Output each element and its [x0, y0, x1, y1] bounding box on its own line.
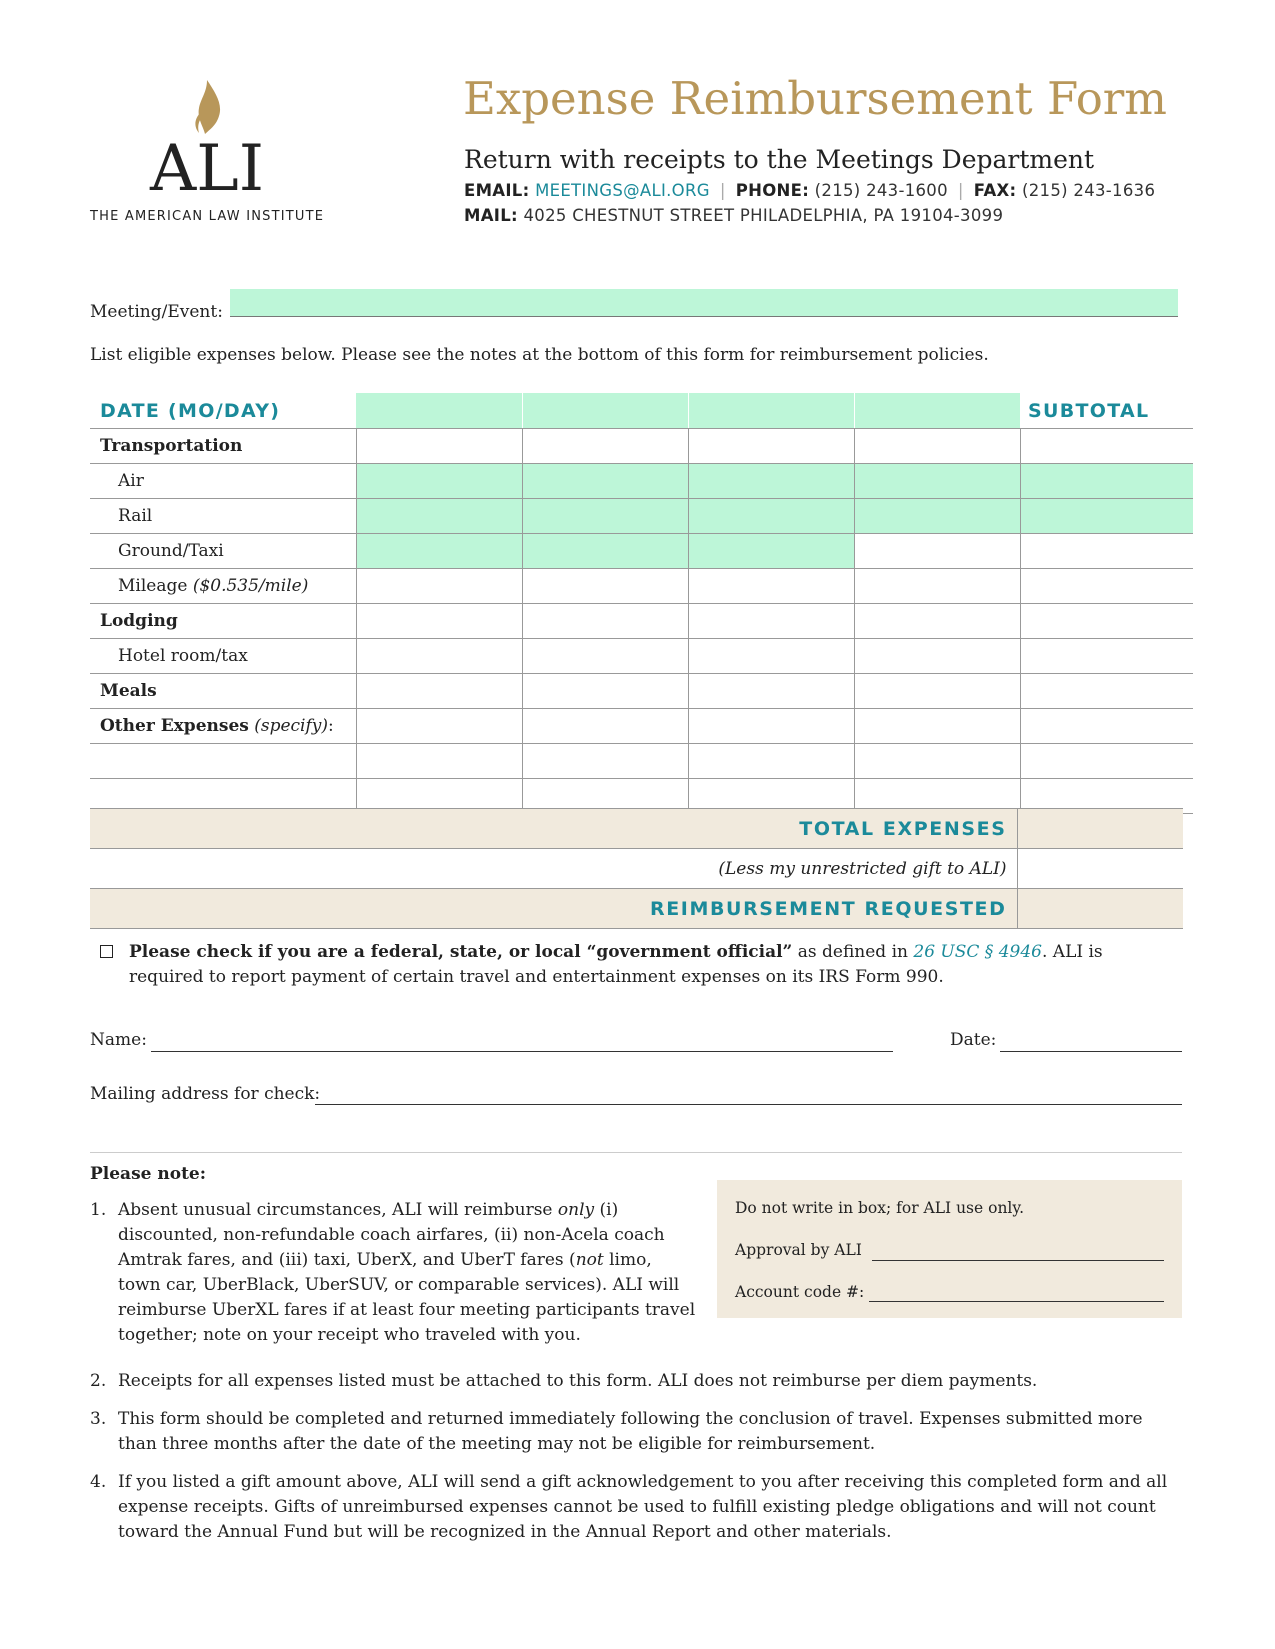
- date-label: Date:: [950, 1030, 997, 1050]
- note-1-b: (i) discounted, non-refundable coach airfares, (ii) non-Acela coach Amtrak fares, and (iii) taxi, UberX, and UberT fares (: [118, 1200, 665, 1270]
- note-4: [90, 1470, 1182, 1550]
- page-title: Expense Reimbursement Form: [463, 72, 1167, 125]
- expense-cell[interactable]: [854, 709, 1020, 744]
- reimbursement-label: REIMBURSEMENT REQUESTED: [90, 889, 1017, 929]
- note-text: This form should be completed and returned immediately following the conclusion of travel. Expenses submitted more than three months after the date of the meeting may not be eligible for reimbursement.: [118, 1409, 1143, 1454]
- subtotal-cell[interactable]: [1020, 569, 1193, 604]
- expense-cell[interactable]: [854, 499, 1020, 534]
- table-row: [90, 569, 1193, 604]
- other-label: [90, 709, 356, 744]
- government-official-checkbox[interactable]: [100, 945, 113, 958]
- mail-label: MAIL:: [464, 206, 518, 225]
- subtotal-header: SUBTOTAL: [1020, 393, 1193, 429]
- table-row: [90, 639, 1193, 674]
- contact-line: [464, 181, 1155, 200]
- table-row: [90, 744, 1193, 779]
- table-row: [90, 604, 1193, 639]
- expense-cell[interactable]: [522, 744, 688, 779]
- note-1-not: not: [575, 1250, 604, 1270]
- date-cell[interactable]: [356, 393, 522, 429]
- subtotal-cell[interactable]: [1020, 709, 1193, 744]
- expense-cell[interactable]: [688, 464, 854, 499]
- lodging-label: Lodging: [90, 604, 356, 639]
- table-header-row: [90, 393, 1193, 429]
- total-row: [90, 809, 1183, 849]
- separator: |: [957, 181, 964, 200]
- expense-cell[interactable]: [356, 744, 522, 779]
- note-1-only: only: [557, 1200, 595, 1220]
- subtotal-cell[interactable]: [1020, 674, 1193, 709]
- table-row: [90, 709, 1193, 744]
- expense-cell[interactable]: [356, 604, 522, 639]
- subtotal-cell[interactable]: [1020, 534, 1193, 569]
- other-expense-entry[interactable]: [90, 744, 356, 779]
- expense-cell[interactable]: [688, 674, 854, 709]
- account-code-line: [869, 1301, 1164, 1302]
- mileage-label: [90, 569, 356, 604]
- name-label: Name:: [90, 1030, 147, 1050]
- expense-cell[interactable]: [688, 744, 854, 779]
- usc-link[interactable]: 26 USC § 4946: [913, 942, 1042, 962]
- subtotal-cell[interactable]: [1020, 429, 1193, 464]
- expense-cell[interactable]: [688, 429, 854, 464]
- phone-label: PHONE:: [735, 181, 810, 200]
- separator: |: [719, 181, 726, 200]
- expense-cell[interactable]: [356, 429, 522, 464]
- note-1-a: Absent unusual circumstances, ALI will reimburse: [118, 1200, 558, 1220]
- reimbursement-value[interactable]: [1017, 889, 1183, 929]
- mail-address: 4025 CHESTNUT STREET PHILADELPHIA, PA 19104-3099: [523, 206, 1004, 225]
- government-bold: Please check if you are a federal, state, or local “government official”: [129, 942, 793, 962]
- notes-title: Please note:: [90, 1164, 207, 1184]
- expense-cell[interactable]: [688, 534, 854, 569]
- instructions: List eligible expenses below. Please see the notes at the bottom of this form for reimbursement policies.: [90, 345, 989, 365]
- subtotal-cell[interactable]: [1020, 499, 1193, 534]
- expense-cell[interactable]: [854, 429, 1020, 464]
- expense-cell[interactable]: [854, 639, 1020, 674]
- expense-cell[interactable]: [854, 464, 1020, 499]
- note-number: 1.: [90, 1200, 107, 1220]
- note-number: 2.: [90, 1371, 107, 1391]
- table-row: [90, 534, 1193, 569]
- expense-cell[interactable]: [356, 464, 522, 499]
- expense-cell[interactable]: [688, 499, 854, 534]
- expense-cell[interactable]: [522, 429, 688, 464]
- expense-cell[interactable]: [522, 464, 688, 499]
- note-3: [90, 1407, 1182, 1459]
- subtotal-cell[interactable]: [1020, 639, 1193, 674]
- expense-cell[interactable]: [854, 604, 1020, 639]
- note-number: 3.: [90, 1409, 107, 1429]
- fax-label: FAX:: [973, 181, 1017, 200]
- transportation-label: Transportation: [90, 429, 356, 464]
- other-colon: :: [328, 716, 334, 736]
- mileage-text: Mileage: [118, 576, 188, 596]
- note-1-c: limo, town car, UberBlack, UberSUV, or comparable services). ALI will reimburse UberXL fares if at least four meeting participants travel together; note on your receipt who traveled with you.: [118, 1250, 696, 1345]
- ali-logo: [145, 78, 270, 198]
- expense-cell[interactable]: [356, 569, 522, 604]
- name-line[interactable]: [151, 1051, 893, 1052]
- mileage-rate: ($0.535/mile): [192, 576, 309, 596]
- expense-cell[interactable]: [854, 674, 1020, 709]
- other-specify: (specify): [254, 716, 329, 736]
- note-text: [118, 1198, 698, 1348]
- page-subtitle: Return with receipts to the Meetings Department: [464, 145, 1095, 174]
- flame-icon: [145, 78, 270, 198]
- gift-row: [90, 849, 1183, 889]
- expense-cell[interactable]: [688, 709, 854, 744]
- expense-cell[interactable]: [356, 499, 522, 534]
- expense-cell[interactable]: [854, 744, 1020, 779]
- address-label: Mailing address for check:: [90, 1084, 321, 1104]
- expense-cell[interactable]: [522, 569, 688, 604]
- expense-cell[interactable]: [356, 709, 522, 744]
- note-text: If you listed a gift amount above, ALI will send a gift acknowledgement to you after receiving this completed form and all expense receipts. Gifts of unreimbursed expenses cannot be used to fulfill existing pledge obligations and will not count toward the Annual Fund but will be recognized in the Annual Report and other materials.: [118, 1472, 1168, 1542]
- totals-table: [90, 808, 1183, 929]
- meals-label: Meals: [90, 674, 356, 709]
- expense-cell[interactable]: [522, 499, 688, 534]
- expense-cell[interactable]: [688, 569, 854, 604]
- expense-cell[interactable]: [854, 534, 1020, 569]
- gift-value[interactable]: [1017, 849, 1183, 889]
- expense-cell[interactable]: [522, 604, 688, 639]
- ground-label: Ground/Taxi: [90, 534, 356, 569]
- gift-label: (Less my unrestricted gift to ALI): [90, 849, 1017, 889]
- date-cell[interactable]: [688, 393, 854, 429]
- org-name: THE AMERICAN LAW INSTITUTE: [90, 209, 325, 224]
- expense-cell[interactable]: [688, 604, 854, 639]
- air-label: Air: [90, 464, 356, 499]
- expense-cell[interactable]: [522, 639, 688, 674]
- date-header: DATE (MO/DAY): [90, 393, 356, 429]
- address-line[interactable]: [315, 1104, 1182, 1105]
- expense-cell[interactable]: [522, 534, 688, 569]
- table-row: [90, 464, 1193, 499]
- approval-label: Approval by ALI: [735, 1241, 862, 1259]
- approval-line: [872, 1260, 1164, 1261]
- table-row: [90, 429, 1193, 464]
- expense-cell[interactable]: [688, 639, 854, 674]
- account-code-label: Account code #:: [735, 1283, 865, 1301]
- date-cell[interactable]: [854, 393, 1020, 429]
- rail-label: Rail: [90, 499, 356, 534]
- hotel-label: Hotel room/tax: [90, 639, 356, 674]
- government-mid: as defined in: [792, 942, 914, 962]
- divider: [90, 1152, 1182, 1153]
- expense-cell[interactable]: [356, 639, 522, 674]
- email-link[interactable]: MEETINGS@ALI.ORG: [535, 181, 710, 200]
- note-1: [90, 1198, 750, 1358]
- expense-cell[interactable]: [356, 674, 522, 709]
- note-text: Receipts for all expenses listed must be attached to this form. ALI does not reimburse per diem payments.: [118, 1371, 1038, 1391]
- government-rest: . ALI is required to report payment of certain travel and entertainment expenses on its IRS Form 990.: [129, 942, 1103, 987]
- expense-cell[interactable]: [854, 569, 1020, 604]
- ali-use-only-box: [717, 1180, 1182, 1318]
- expense-cell[interactable]: [522, 709, 688, 744]
- subtotal-cell[interactable]: [1020, 464, 1193, 499]
- reimbursement-row: [90, 889, 1183, 929]
- total-expenses-value[interactable]: [1017, 809, 1183, 849]
- table-row: [90, 674, 1193, 709]
- fax-value: (215) 243-1636: [1022, 181, 1156, 200]
- meeting-label: Meeting/Event:: [90, 302, 223, 322]
- other-text: Other Expenses: [100, 716, 249, 736]
- government-official-text: [129, 940, 1149, 990]
- phone-value: (215) 243-1600: [814, 181, 948, 200]
- note-2: [90, 1369, 1182, 1395]
- table-row: [90, 499, 1193, 534]
- meeting-input[interactable]: [230, 289, 1178, 317]
- expense-cell[interactable]: [356, 534, 522, 569]
- ali-box-notice: Do not write in box; for ALI use only.: [735, 1199, 1025, 1217]
- email-label: EMAIL:: [464, 181, 530, 200]
- total-expenses-label: TOTAL EXPENSES: [90, 809, 1017, 849]
- subtotal-cell[interactable]: [1020, 604, 1193, 639]
- expense-table: [90, 393, 1193, 814]
- date-cell[interactable]: [522, 393, 688, 429]
- logo-text: ALI: [150, 132, 264, 198]
- expense-cell[interactable]: [522, 674, 688, 709]
- subtotal-cell[interactable]: [1020, 744, 1193, 779]
- mail-line: [464, 206, 1003, 225]
- note-number: 4.: [90, 1472, 107, 1492]
- date-line[interactable]: [1000, 1051, 1182, 1052]
